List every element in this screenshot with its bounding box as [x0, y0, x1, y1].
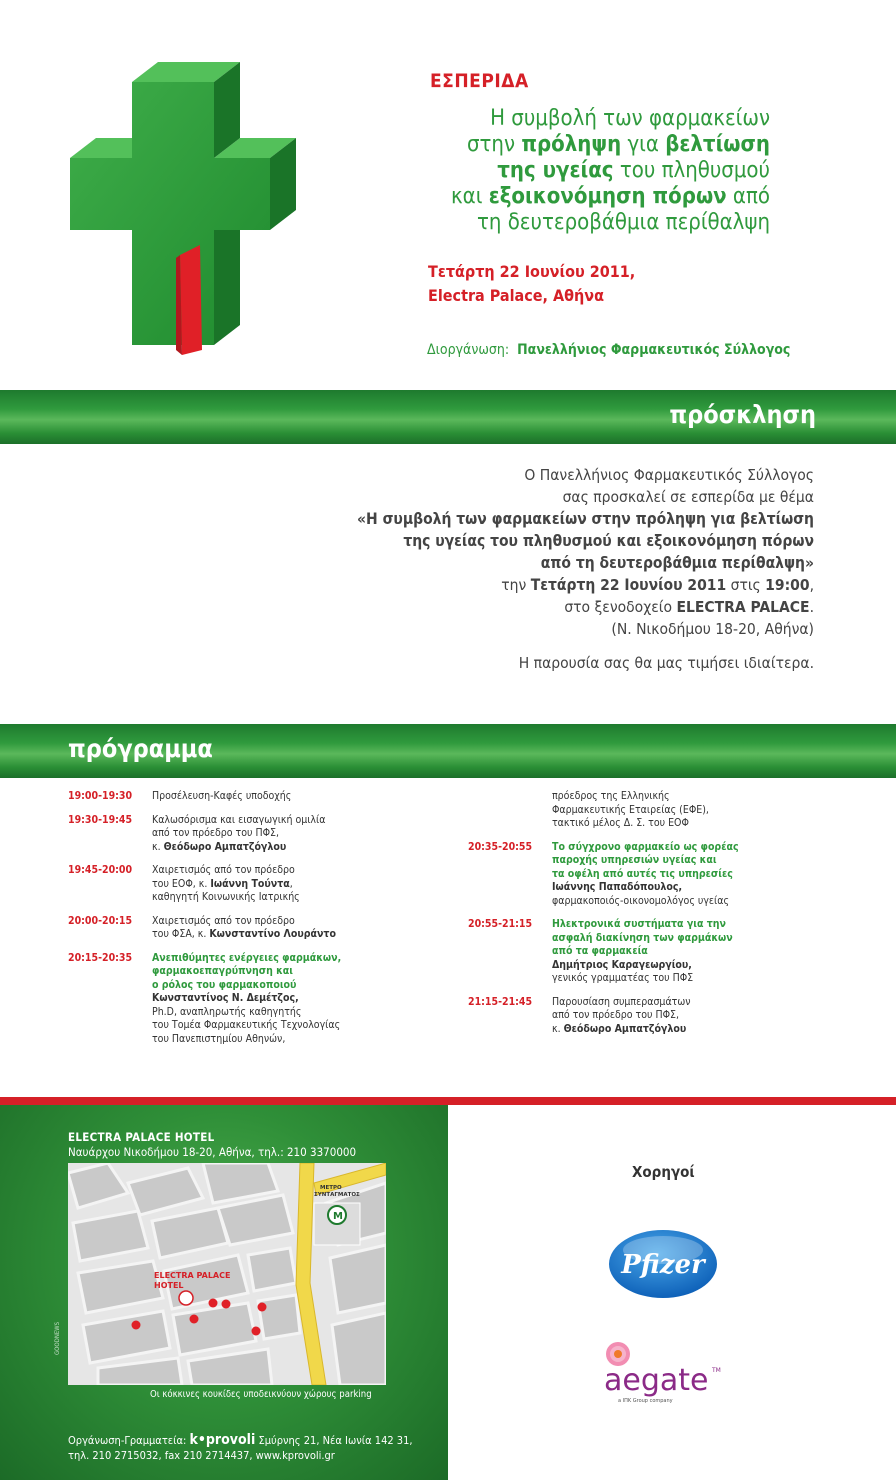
program-item: 19:30-19:45 Καλωσόρισμα και εισαγωγική ομιλία από τον πρόεδρο του ΠΦΣ, κ. Θεόδωρο Αμπατζόγλου [68, 813, 326, 853]
venue-panel [0, 1105, 448, 1480]
invitation-band [0, 390, 896, 444]
svg-text:TM: TM [712, 1367, 721, 1374]
metro-label: ΜΕΤΡΟ [320, 1185, 342, 1191]
organization-contact: τηλ. 210 2715032, fax 210 2714437, www.kprovoli.gr [68, 1449, 335, 1462]
svg-text:a ΙΠΚ Group company: a ΙΠΚ Group company [618, 1398, 673, 1404]
hotel-map-label: ELECTRA PALACE [154, 1271, 231, 1280]
program-item: 20:15-20:35 Ανεπιθύμητες ενέργειες φαρμάκων, φαρμακοεπαγρύπνηση και ο ρόλος του φαρμακοποιού Κωνσταντίνος Ν. Δεμέτζος, Ph.D, αναπληρωτής καθηγητής του Τομέα Φαρμακευτικής Τεχνολογίας του Πανεπιστημίου Αθηνών, [68, 951, 342, 1045]
hotel-address: Ναυάρχου Νικοδήμου 18-20, Αθήνα, τηλ.: 210 3370000 [68, 1145, 357, 1159]
location-map [68, 1163, 386, 1385]
organizer: Διοργάνωση: Πανελλήνιος Φαρμακευτικός Σύλλογος [427, 342, 791, 358]
svg-text:Pfizer: Pfizer [621, 1250, 705, 1280]
sponsors-title: Χορηγοί [632, 1163, 695, 1181]
program-item: 21:15-21:45 Παρουσίαση συμπερασμάτων από τον πρόεδρο του ΠΦΣ, κ. Θεόδωρο Αμπατζόγλου [468, 995, 691, 1035]
program-item: 19:45-20:00 Χαιρετισμός από τον πρόεδρο του ΕΟΦ, κ. Ιωάννη Τούντα, καθηγητή Κοινωνικής Ιατρικής [68, 864, 300, 903]
red-divider [0, 1097, 896, 1105]
program-item: 20:35-20:55 Το σύγχρονο φαρμακείο ως φορέας παροχής υπηρεσιών υγείας και τα οφέλη από αυτές τις υπηρεσίες Ιωάννης Παπαδόπουλος, φαρμακοποιός-οικονομολόγος υγείας [468, 840, 739, 907]
map-caption: Οι κόκκινες κουκίδες υποδεικνύουν χώρους parking [150, 1389, 372, 1400]
design-credit: GOODNEWS [54, 1321, 61, 1355]
invitation-heading: πρόσκληση [669, 400, 816, 429]
aegate-logo [600, 1340, 730, 1410]
map-graphic [68, 1163, 386, 1385]
program-heading: πρόγραμμα [68, 734, 213, 763]
hotel-name: ELECTRA PALACE HOTEL [68, 1130, 215, 1144]
pharmacy-cross-logo [50, 60, 310, 370]
program-continuation: πρόεδρος της Ελληνικής Φαρμακευτικής Εταιρείας (ΕΦΕ), τακτικό μέλος Δ. Σ. του ΕΟΦ [552, 790, 709, 829]
event-date: Τετάρτη 22 Ιουνίου 2011, Electra Palace, Αθήνα [428, 262, 636, 305]
svg-text:M: M [333, 1211, 343, 1222]
event-title: Η συμβολή των φαρμακείων στην πρόληψη για βελτίωση της υγείας του πληθυσμού και εξοικονόμηση πόρων από τη δευτεροβάθμια περίθαλψη [450, 106, 770, 235]
program-item: 20:00-20:15 Χαιρετισμός από τον πρόεδρο του ΦΣΑ, κ. Κωνσταντίνο Λουράντο [68, 914, 336, 940]
program-right-column [468, 790, 788, 1046]
pfizer-logo [607, 1228, 719, 1300]
organization-line: Οργάνωση-Γραμματεία: k•provoli Σμύρνης 21, Νέα Ιωνία 142 31, [68, 1432, 413, 1448]
event-type: ΕΣΠΕΡΙΔΑ [430, 70, 529, 92]
program-left-column [68, 790, 388, 1056]
program-item: 19:00-19:30 Προσέλευση-Καφές υποδοχής [68, 790, 292, 802]
svg-text:aegate: aegate [604, 1363, 709, 1398]
metro-label: ΣΥΝΤΑΓΜΑΤΟΣ [314, 1192, 360, 1198]
hotel-map-label: HOTEL [154, 1281, 184, 1290]
program-item: 20:55-21:15 Ηλεκτρονικά συστήματα για την ασφαλή διακίνηση των φαρμάκων από τα φαρμακεία Δημήτριος Καραγεωργίου, γενικός γραμματέας του ΠΦΣ [468, 918, 733, 984]
invitation-text: Ο Πανελλήνιος Φαρμακευτικός Σύλλογος σας προσκαλεί σε εσπερίδα με θέμα «Η συμβολή των φαρμακείων στην πρόληψη για βελτίωση της υγείας του πληθυσμού και εξοικονόμηση πόρων από τη δευτεροβάθμια περίθαλψη» την Τετάρτη 22 Ιουνίου 2011 στις 19:00, στο ξενοδοχείο ELECTRA PALACE. (Ν. Νικοδήμου 18-20, Αθήνα) Η παρουσία σας θα μας τιμήσει ιδιαίτερα. [357, 466, 814, 672]
program-band [0, 724, 896, 778]
